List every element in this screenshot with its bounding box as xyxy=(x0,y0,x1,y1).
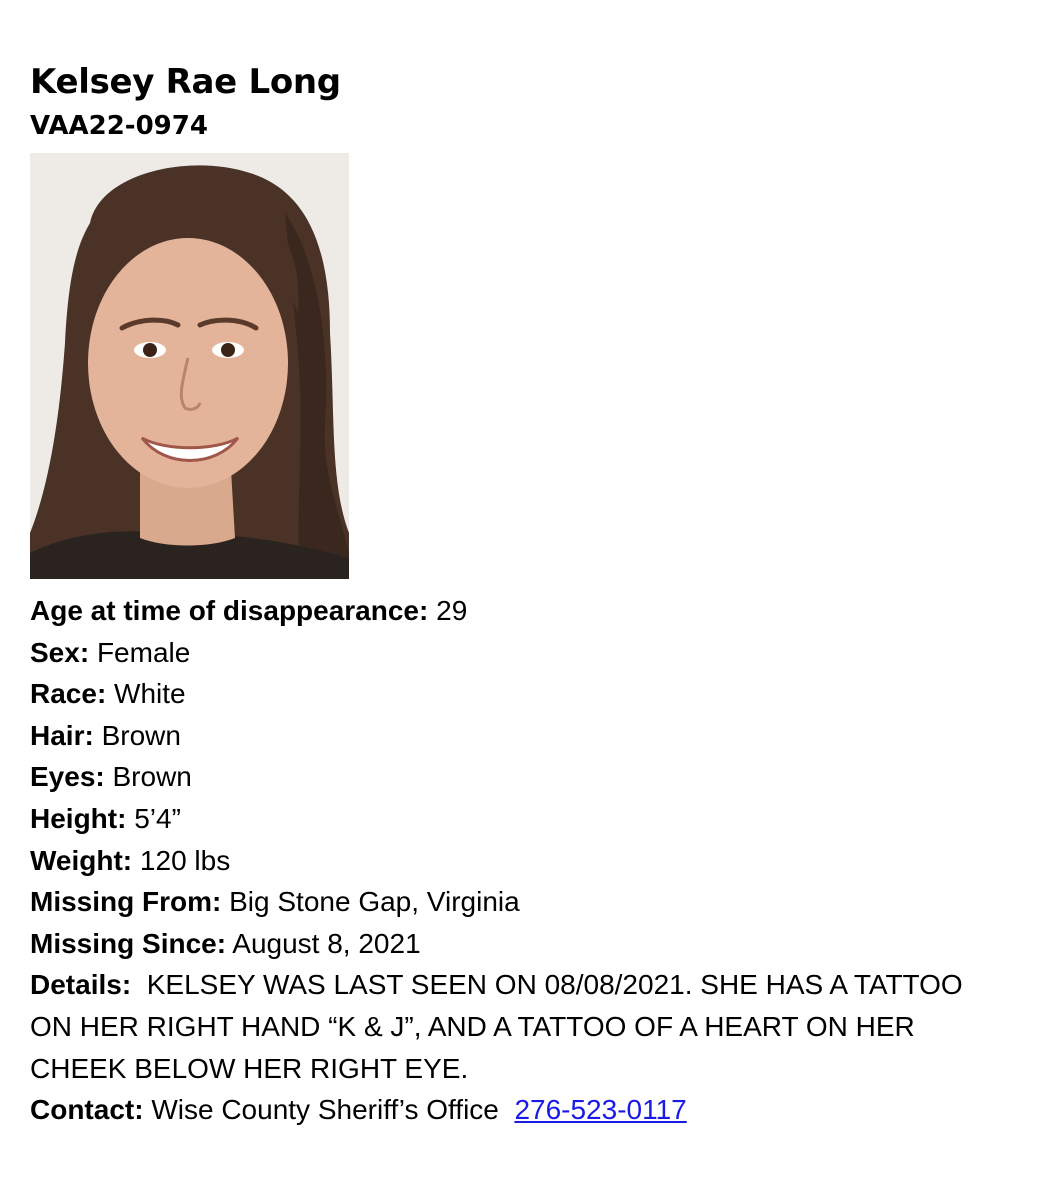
eyes-label: Eyes: xyxy=(30,761,105,793)
age-label: Age at time of disappearance: xyxy=(30,595,429,626)
height-row xyxy=(30,798,1020,840)
height-value: 5’4” xyxy=(134,802,181,834)
missing-since-value: August 8, 2021 xyxy=(232,927,421,959)
missing-from-value: Big Stone Gap, Virginia xyxy=(229,886,520,918)
contact-row xyxy=(30,1089,1020,1131)
hair-row xyxy=(30,715,1020,757)
sex-label: Sex: xyxy=(30,636,90,668)
contact-phone-link[interactable]: 276-523-0117 xyxy=(514,1094,687,1126)
person-photo xyxy=(30,153,349,579)
hair-label: Hair: xyxy=(30,719,94,751)
race-row xyxy=(30,673,1020,715)
weight-value: 120 lbs xyxy=(139,844,231,876)
eyes-value: Brown xyxy=(112,761,192,793)
missing-person-notice xyxy=(30,58,1020,1126)
race-label: Race: xyxy=(30,678,107,710)
height-label: Height: xyxy=(30,802,127,834)
age-row xyxy=(30,590,1020,632)
missing-from-row xyxy=(30,881,1020,923)
age-value: 29 xyxy=(436,595,468,626)
contact-label: Contact: xyxy=(30,1094,144,1126)
hair-value: Brown xyxy=(101,719,181,751)
details-label: Details: xyxy=(30,969,132,1001)
person-name: Kelsey Rae Long xyxy=(30,62,341,102)
sex-row xyxy=(30,632,1020,674)
details-row xyxy=(30,964,990,1089)
missing-since-label: Missing Since: xyxy=(30,927,227,959)
weight-label: Weight: xyxy=(30,844,133,876)
details-list xyxy=(30,590,1020,1131)
race-value: White xyxy=(114,678,186,710)
sex-value: Female xyxy=(96,636,191,668)
eyes-row xyxy=(30,756,1020,798)
case-number: VAA22-0974 xyxy=(30,111,208,141)
contact-value: Wise County Sheriff’s Office xyxy=(151,1094,499,1126)
missing-from-label: Missing From: xyxy=(30,886,222,918)
weight-row xyxy=(30,840,1020,882)
details-value: KELSEY WAS LAST SEEN ON 08/08/2021. SHE HAS A TATTOO ON HER RIGHT HAND “K & J”, AND A TATTOO OF A HEART ON HER CHEEK BELOW HER RIGHT EYE. xyxy=(30,969,963,1084)
missing-since-row xyxy=(30,923,1020,965)
